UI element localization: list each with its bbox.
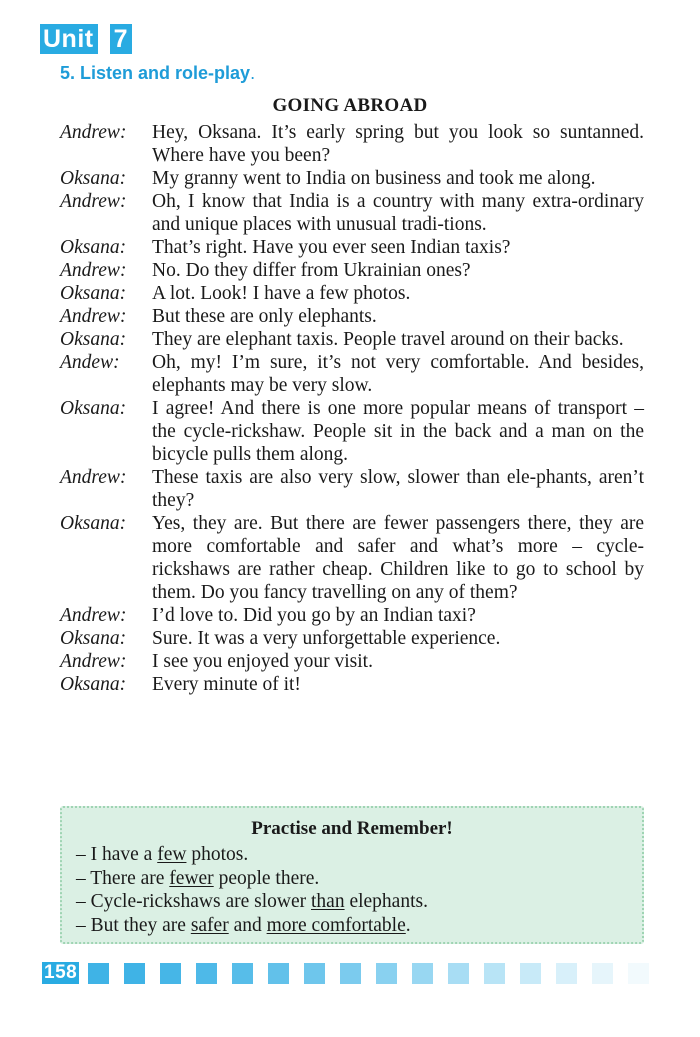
decorative-square [628,963,649,984]
decorative-squares [88,963,664,984]
speaker-name: Oksana: [60,283,127,304]
speaker-name: Andrew: [60,467,127,488]
speaker-name: Andrew: [60,191,127,212]
dialogue-line [60,167,644,190]
task-heading [60,61,255,85]
dialogue-line [60,259,644,282]
speech-text: Sure. It was a very unforgettable experience. [152,628,501,649]
remember-item [76,890,642,914]
speech-text: No. Do they differ from Ukrainian ones? [152,260,471,281]
speech-text: A lot. Look! I have a few photos. [152,283,411,304]
page-number: 158 [44,962,78,983]
page-footer [42,962,664,984]
unit-number: 7 [110,24,132,54]
underlined-word: few [157,844,187,865]
remember-text: – There are [76,867,170,889]
remember-title: Practise and Remember! [251,818,453,839]
speech-text: I agree! And there is one more popular means of transport – the cycle-rickshaw. People sit in the back and a man on the bicycle pulls them along. [152,398,644,465]
dialogue-line [60,121,644,167]
dialogue-line [60,673,644,696]
dialogue-line [60,351,644,397]
decorative-square [232,963,253,984]
speaker-name: Oksana: [60,168,127,189]
dialogue-line [60,236,644,259]
decorative-square [160,963,181,984]
speech-text: Oh, my! I’m sure, it’s not very comfortable. And besides, elephants may be very slow. [152,352,644,396]
remember-item [76,843,642,867]
task-title-text: Listen and role-play [80,63,251,83]
speaker-name: Oksana: [60,628,127,649]
underlined-word: fewer [169,867,214,889]
decorative-square [448,963,469,984]
dialogue-line [60,604,644,627]
remember-list [62,843,642,937]
decorative-square [340,963,361,984]
remember-text: photos. [186,844,249,865]
dialogue-line [60,512,644,604]
dialogue-line [60,650,644,673]
remember-item [76,867,642,891]
remember-text: – I have a [76,844,158,865]
dialogue [60,121,644,696]
practise-remember-box [60,806,644,944]
dialogue-line [60,627,644,650]
remember-text: – Cycle-rickshaws are slower [76,891,311,912]
speech-text: Hey, Oksana. It’s early spring but you look so suntanned. Where have you been? [152,122,644,166]
speech-text: Oh, I know that India is a country with many extra-ordinary and unique places with unusual tradi-tions. [152,191,644,235]
underlined-word: more comfortable [266,914,406,936]
decorative-square [124,963,145,984]
dialogue-line [60,305,644,328]
unit-badge [40,24,132,54]
decorative-square [304,963,325,984]
remember-item [76,914,642,938]
remember-text: . [405,914,411,936]
speaker-name: Oksana: [60,398,127,419]
decorative-square [196,963,217,984]
underlined-word: safer [190,914,229,936]
decorative-square [376,963,397,984]
dialogue-line [60,397,644,466]
speech-text: They are elephant taxis. People travel around on their backs. [152,329,624,350]
speaker-name: Andew: [60,352,120,373]
speaker-name: Andrew: [60,605,127,626]
speaker-name: Andrew: [60,122,127,143]
dialogue-line [60,190,644,236]
unit-label: Unit [40,24,98,54]
speaker-name: Oksana: [60,329,127,350]
speech-text: My granny went to India on business and took me along. [152,168,596,189]
speaker-name: Oksana: [60,674,127,695]
decorative-square [556,963,577,984]
decorative-square [88,963,109,984]
speaker-name: Andrew: [60,306,127,327]
speech-text: I see you enjoyed your visit. [152,651,373,672]
speech-text: Yes, they are. But there are fewer passengers there, they are more comfortable and safer and what’s more – cycle-rickshaws are rather cheap. Children like to go to school by them. Do you fancy travelling on any of them? [152,513,644,603]
decorative-square [592,963,613,984]
decorative-square [520,963,541,984]
decorative-square [268,963,289,984]
speaker-name: Andrew: [60,260,127,281]
speech-text: Every minute of it! [152,674,301,695]
speech-text: These taxis are also very slow, slower than ele-phants, aren’t they? [152,467,644,511]
remember-text: elephants. [344,891,428,912]
speaker-name: Oksana: [60,237,127,258]
underlined-word: than [311,891,345,912]
remember-text: people there. [213,867,320,889]
speech-text: But these are only elephants. [152,306,377,327]
dialogue-title: GOING ABROAD [272,95,428,116]
task-number: 5. [60,63,76,83]
task-title-dot: . [250,63,256,83]
dialogue-line [60,328,644,351]
decorative-square [484,963,505,984]
decorative-square [412,963,433,984]
remember-text: and [228,914,267,936]
dialogue-line [60,466,644,512]
dialogue-line [60,282,644,305]
remember-text: – But they are [76,914,191,936]
speech-text: That’s right. Have you ever seen Indian taxis? [152,237,511,258]
speaker-name: Oksana: [60,513,127,534]
speech-text: I’d love to. Did you go by an Indian taxi? [152,605,476,626]
speaker-name: Andrew: [60,651,127,672]
